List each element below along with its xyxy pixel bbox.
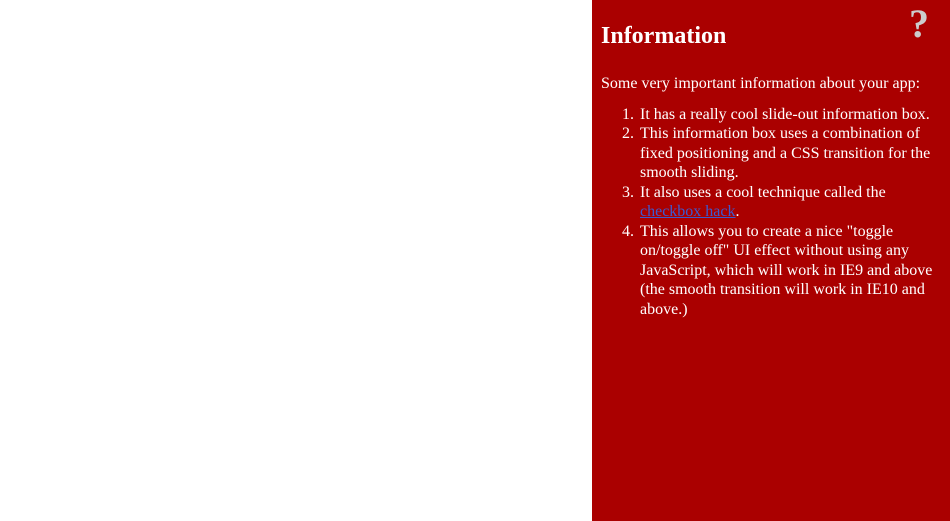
list-item-text: It has a really cool slide-out information box. xyxy=(640,105,930,123)
info-intro-text: Some very important information about your app: xyxy=(601,74,921,92)
list-item xyxy=(638,124,938,183)
checkbox-hack-link[interactable]: checkbox hack xyxy=(640,203,736,221)
question-mark-icon[interactable]: ? xyxy=(909,1,929,46)
info-list xyxy=(592,105,950,320)
list-item xyxy=(638,222,938,320)
page-title: Information xyxy=(601,23,727,49)
list-item-text: This information box uses a combination of fixed positioning and a CSS transition for the smooth sliding. xyxy=(640,125,931,182)
list-item xyxy=(638,105,938,125)
information-panel xyxy=(592,0,950,521)
list-item-text-after: . xyxy=(735,203,740,221)
list-item-text: It also uses a cool technique called the xyxy=(640,183,886,201)
list-item-text: This allows you to create a nice "toggle on/toggle off" UI effect without using any JavaScript, which will work in IE9 and above (the smooth transition will work in IE10 and above.) xyxy=(640,222,933,318)
list-item xyxy=(638,183,938,222)
